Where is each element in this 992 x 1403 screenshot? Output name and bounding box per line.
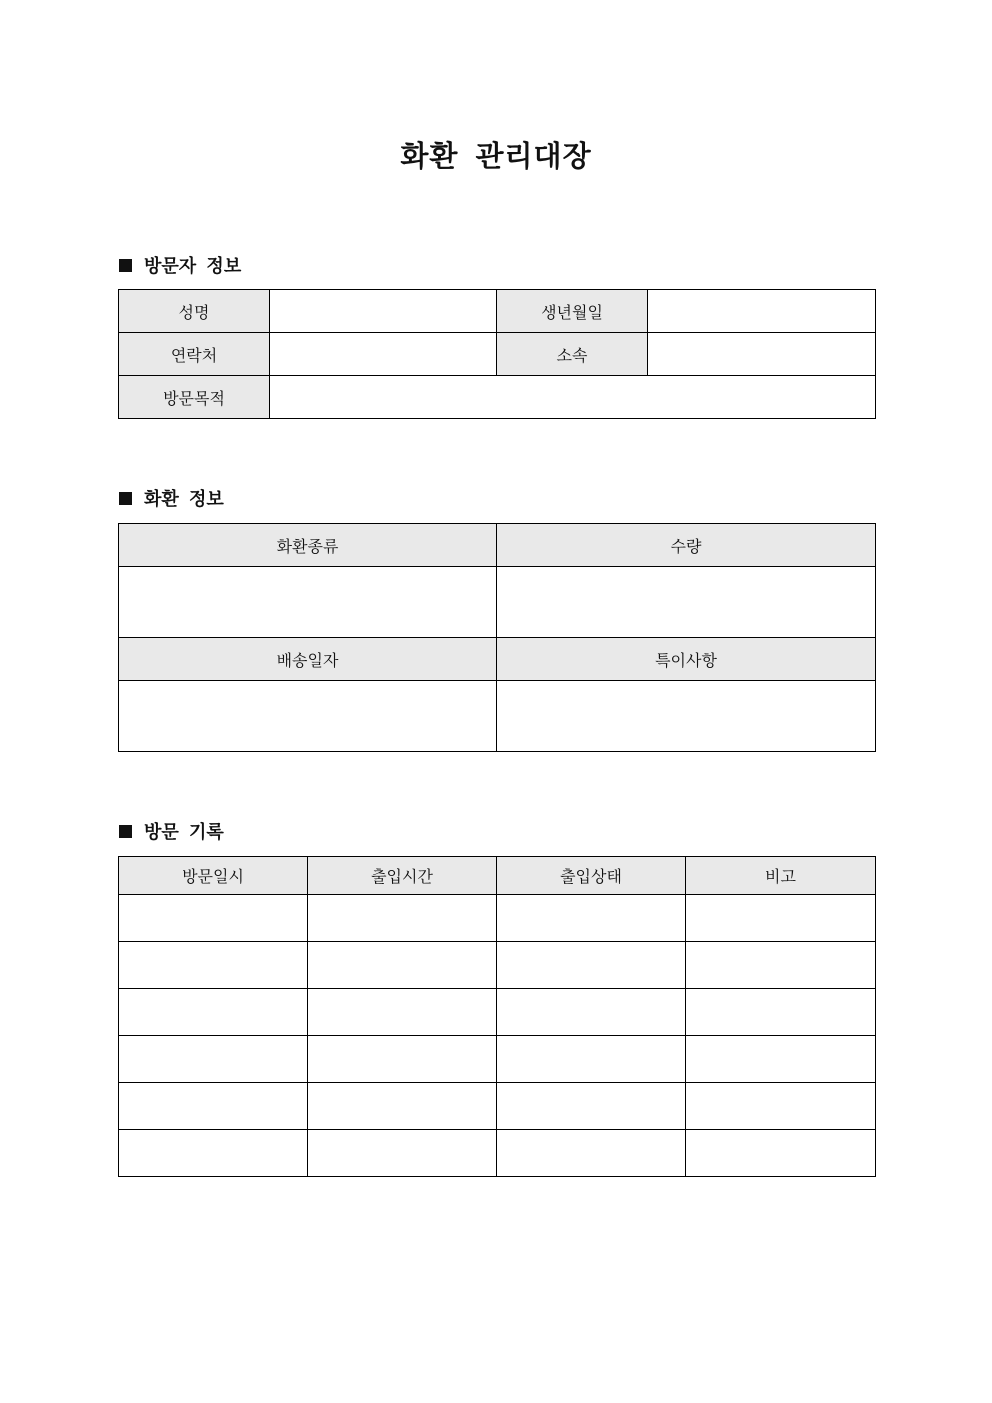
purpose-label: 방문목적 bbox=[119, 376, 270, 419]
affiliation-field[interactable] bbox=[648, 333, 876, 376]
page-title: 화환 관리대장 bbox=[400, 139, 592, 173]
column-header-remarks: 비고 bbox=[686, 857, 876, 895]
table-cell[interactable] bbox=[497, 1083, 686, 1130]
table-cell[interactable] bbox=[119, 942, 308, 989]
quantity-label: 수량 bbox=[497, 524, 876, 567]
wreath-info-table bbox=[118, 523, 876, 752]
wreath-type-label: 화환종류 bbox=[119, 524, 497, 567]
birthdate-label: 생년월일 bbox=[497, 290, 648, 333]
section-heading-wreath bbox=[119, 485, 224, 511]
square-bullet-icon bbox=[119, 492, 132, 505]
table-cell[interactable] bbox=[686, 1130, 876, 1177]
table-cell[interactable] bbox=[497, 1036, 686, 1083]
wreath-type-field[interactable] bbox=[119, 567, 497, 638]
name-label: 성명 bbox=[119, 290, 270, 333]
quantity-field[interactable] bbox=[497, 567, 876, 638]
table-cell[interactable] bbox=[119, 989, 308, 1036]
section-heading-text: 방문자 정보 bbox=[144, 256, 242, 277]
table-cell[interactable] bbox=[119, 1036, 308, 1083]
notes-label: 특이사항 bbox=[497, 638, 876, 681]
section-heading-text: 화환 정보 bbox=[144, 489, 224, 510]
table-cell[interactable] bbox=[686, 942, 876, 989]
table-cell[interactable] bbox=[308, 895, 497, 942]
square-bullet-icon bbox=[119, 259, 132, 272]
table-row bbox=[119, 333, 876, 376]
contact-field[interactable] bbox=[270, 333, 497, 376]
table-cell[interactable] bbox=[119, 1130, 308, 1177]
delivery-date-field[interactable] bbox=[119, 681, 497, 752]
square-bullet-icon bbox=[119, 825, 132, 838]
table-cell[interactable] bbox=[497, 989, 686, 1036]
section-heading-text: 방문 기록 bbox=[144, 822, 224, 843]
table-cell[interactable] bbox=[686, 895, 876, 942]
table-row bbox=[119, 376, 876, 419]
delivery-date-label: 배송일자 bbox=[119, 638, 497, 681]
table-cell[interactable] bbox=[308, 942, 497, 989]
table-cell[interactable] bbox=[497, 942, 686, 989]
table-row bbox=[119, 524, 876, 567]
purpose-field[interactable] bbox=[270, 376, 876, 419]
section-heading-visitor bbox=[119, 252, 241, 278]
table-row bbox=[119, 989, 876, 1036]
visit-record-table bbox=[118, 856, 876, 1177]
section-heading-record bbox=[119, 818, 224, 844]
table-row bbox=[119, 942, 876, 989]
contact-label: 연락처 bbox=[119, 333, 270, 376]
table-cell[interactable] bbox=[119, 1083, 308, 1130]
column-header-entry-status: 출입상태 bbox=[497, 857, 686, 895]
birthdate-field[interactable] bbox=[648, 290, 876, 333]
visitor-info-table bbox=[118, 289, 876, 419]
table-row bbox=[119, 895, 876, 942]
name-field[interactable] bbox=[270, 290, 497, 333]
table-header-row bbox=[119, 857, 876, 895]
notes-field[interactable] bbox=[497, 681, 876, 752]
table-row bbox=[119, 1130, 876, 1177]
table-cell[interactable] bbox=[686, 1036, 876, 1083]
affiliation-label: 소속 bbox=[497, 333, 648, 376]
table-row bbox=[119, 1083, 876, 1130]
table-cell[interactable] bbox=[686, 1083, 876, 1130]
table-cell[interactable] bbox=[308, 1036, 497, 1083]
table-row bbox=[119, 1036, 876, 1083]
column-header-visit-datetime: 방문일시 bbox=[119, 857, 308, 895]
table-row bbox=[119, 567, 876, 638]
table-cell[interactable] bbox=[308, 989, 497, 1036]
table-cell[interactable] bbox=[308, 1083, 497, 1130]
table-row bbox=[119, 681, 876, 752]
table-cell[interactable] bbox=[686, 989, 876, 1036]
table-cell[interactable] bbox=[497, 895, 686, 942]
column-header-entry-time: 출입시간 bbox=[308, 857, 497, 895]
table-row bbox=[119, 638, 876, 681]
table-cell[interactable] bbox=[119, 895, 308, 942]
table-cell[interactable] bbox=[497, 1130, 686, 1177]
table-row bbox=[119, 290, 876, 333]
table-cell[interactable] bbox=[308, 1130, 497, 1177]
